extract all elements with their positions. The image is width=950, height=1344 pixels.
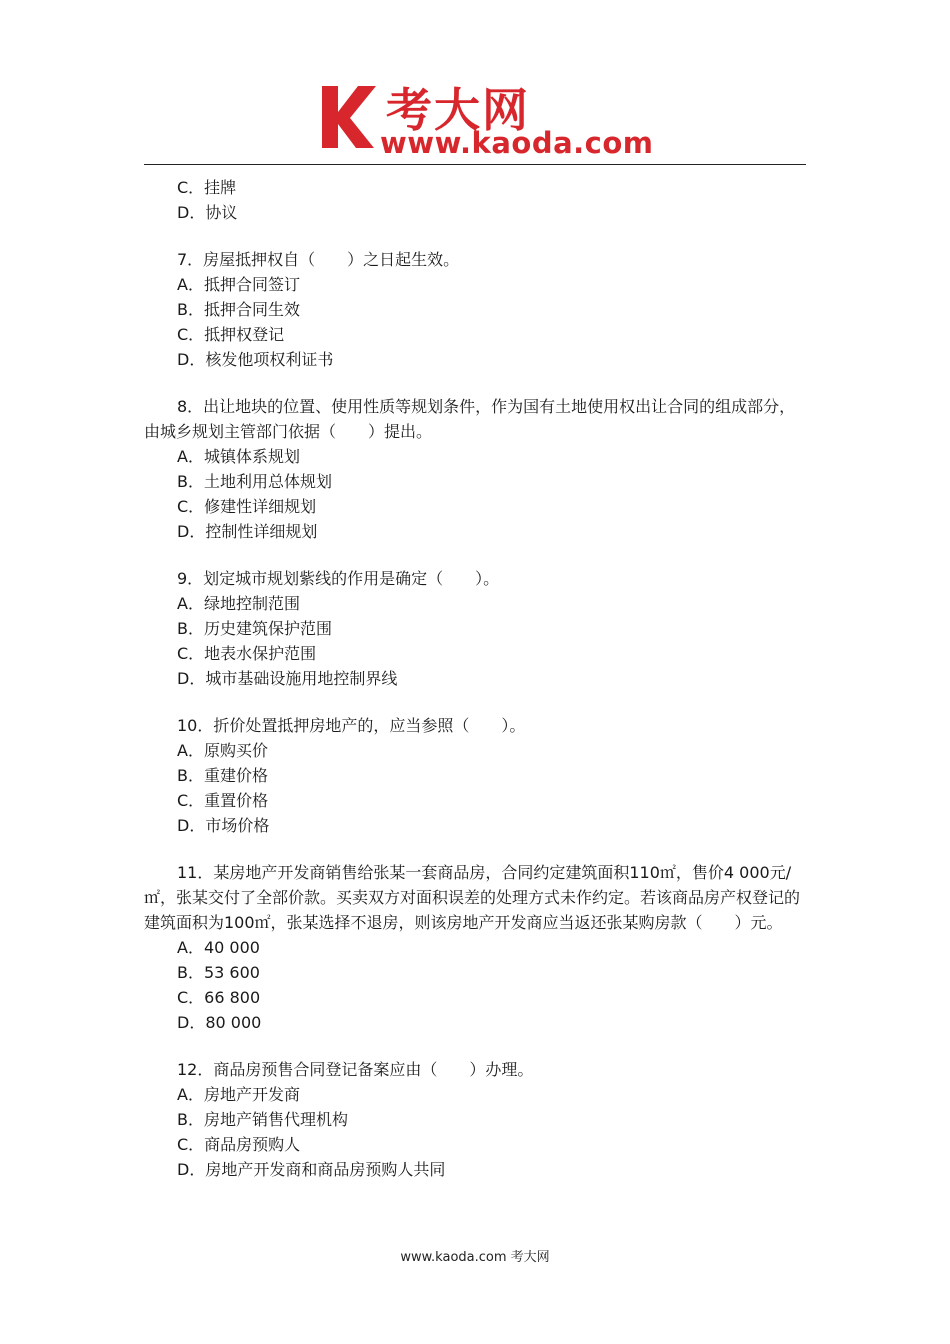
logo-url: www.kaoda.com [380, 126, 654, 160]
option-d: D．市场价格 [177, 816, 270, 835]
k-logo-icon [318, 82, 380, 152]
option-c: C．地表水保护范围 [177, 644, 317, 663]
option-b: B．土地利用总体规划 [177, 472, 332, 491]
option-b: B．53 600 [177, 963, 260, 982]
kaoda-logo [318, 78, 654, 160]
option-c: C．商品房预购人 [177, 1135, 301, 1154]
option-a: A．绿地控制范围 [177, 594, 300, 613]
option-d: D．80 000 [177, 1013, 262, 1032]
option-d: D．协议 [177, 203, 238, 222]
question-8 [144, 394, 806, 544]
question-text: 9．划定城市规划紫线的作用是确定（ ）。 [177, 569, 500, 588]
question-text: 8．出让地块的位置、使用性质等规划条件，作为国有土地使用权出让合同的组成部分，由城乡规划主管部门依据（ ）提出。 [144, 397, 796, 441]
question-text: 10．折价处置抵押房地产的，应当参照（ ）。 [177, 716, 526, 735]
option-b: B．抵押合同生效 [177, 300, 300, 319]
option-b: B．房地产销售代理机构 [177, 1110, 348, 1129]
carryover-options [144, 175, 806, 225]
question-text: 12．商品房预售合同登记备案应由（ ）办理。 [177, 1060, 534, 1079]
question-text: 7．房屋抵押权自（ ）之日起生效。 [177, 250, 460, 269]
option-a: A．城镇体系规划 [177, 447, 300, 466]
option-a: A．房地产开发商 [177, 1085, 300, 1104]
logo-chinese-name: 考大网 [386, 83, 530, 137]
document-body [144, 175, 806, 1182]
option-c: C．挂牌 [177, 178, 237, 197]
option-b: B．历史建筑保护范围 [177, 619, 332, 638]
option-c: C．重置价格 [177, 791, 269, 810]
page-footer: www.kaoda.com 考大网 [400, 1250, 550, 1265]
option-d: D．核发他项权利证书 [177, 350, 334, 369]
question-12 [144, 1057, 806, 1182]
option-c: C．修建性详细规划 [177, 497, 317, 516]
question-text: 11．某房地产开发商销售给张某一套商品房，合同约定建筑面积110㎡，售价4 000元/㎡，张某交付了全部价款。买卖双方对面积误差的处理方式未作约定。若该商品房产权登记的建筑面积为100㎡，张某选择不退房，则该房地产开发商应当返还张某购房款（ ）元。 [144, 863, 801, 932]
option-d: D．控制性详细规划 [177, 522, 318, 541]
header-divider [144, 164, 806, 165]
option-d: D．房地产开发商和商品房预购人共同 [177, 1160, 446, 1179]
option-c: C．66 800 [177, 988, 261, 1007]
option-c: C．抵押权登记 [177, 325, 285, 344]
option-a: A．40 000 [177, 938, 260, 957]
question-10 [144, 713, 806, 838]
question-7 [144, 247, 806, 372]
question-9 [144, 566, 806, 691]
option-a: A．原购买价 [177, 741, 268, 760]
question-11 [144, 860, 806, 1035]
option-a: A．抵押合同签订 [177, 275, 300, 294]
option-b: B．重建价格 [177, 766, 268, 785]
option-d: D．城市基础设施用地控制界线 [177, 669, 398, 688]
